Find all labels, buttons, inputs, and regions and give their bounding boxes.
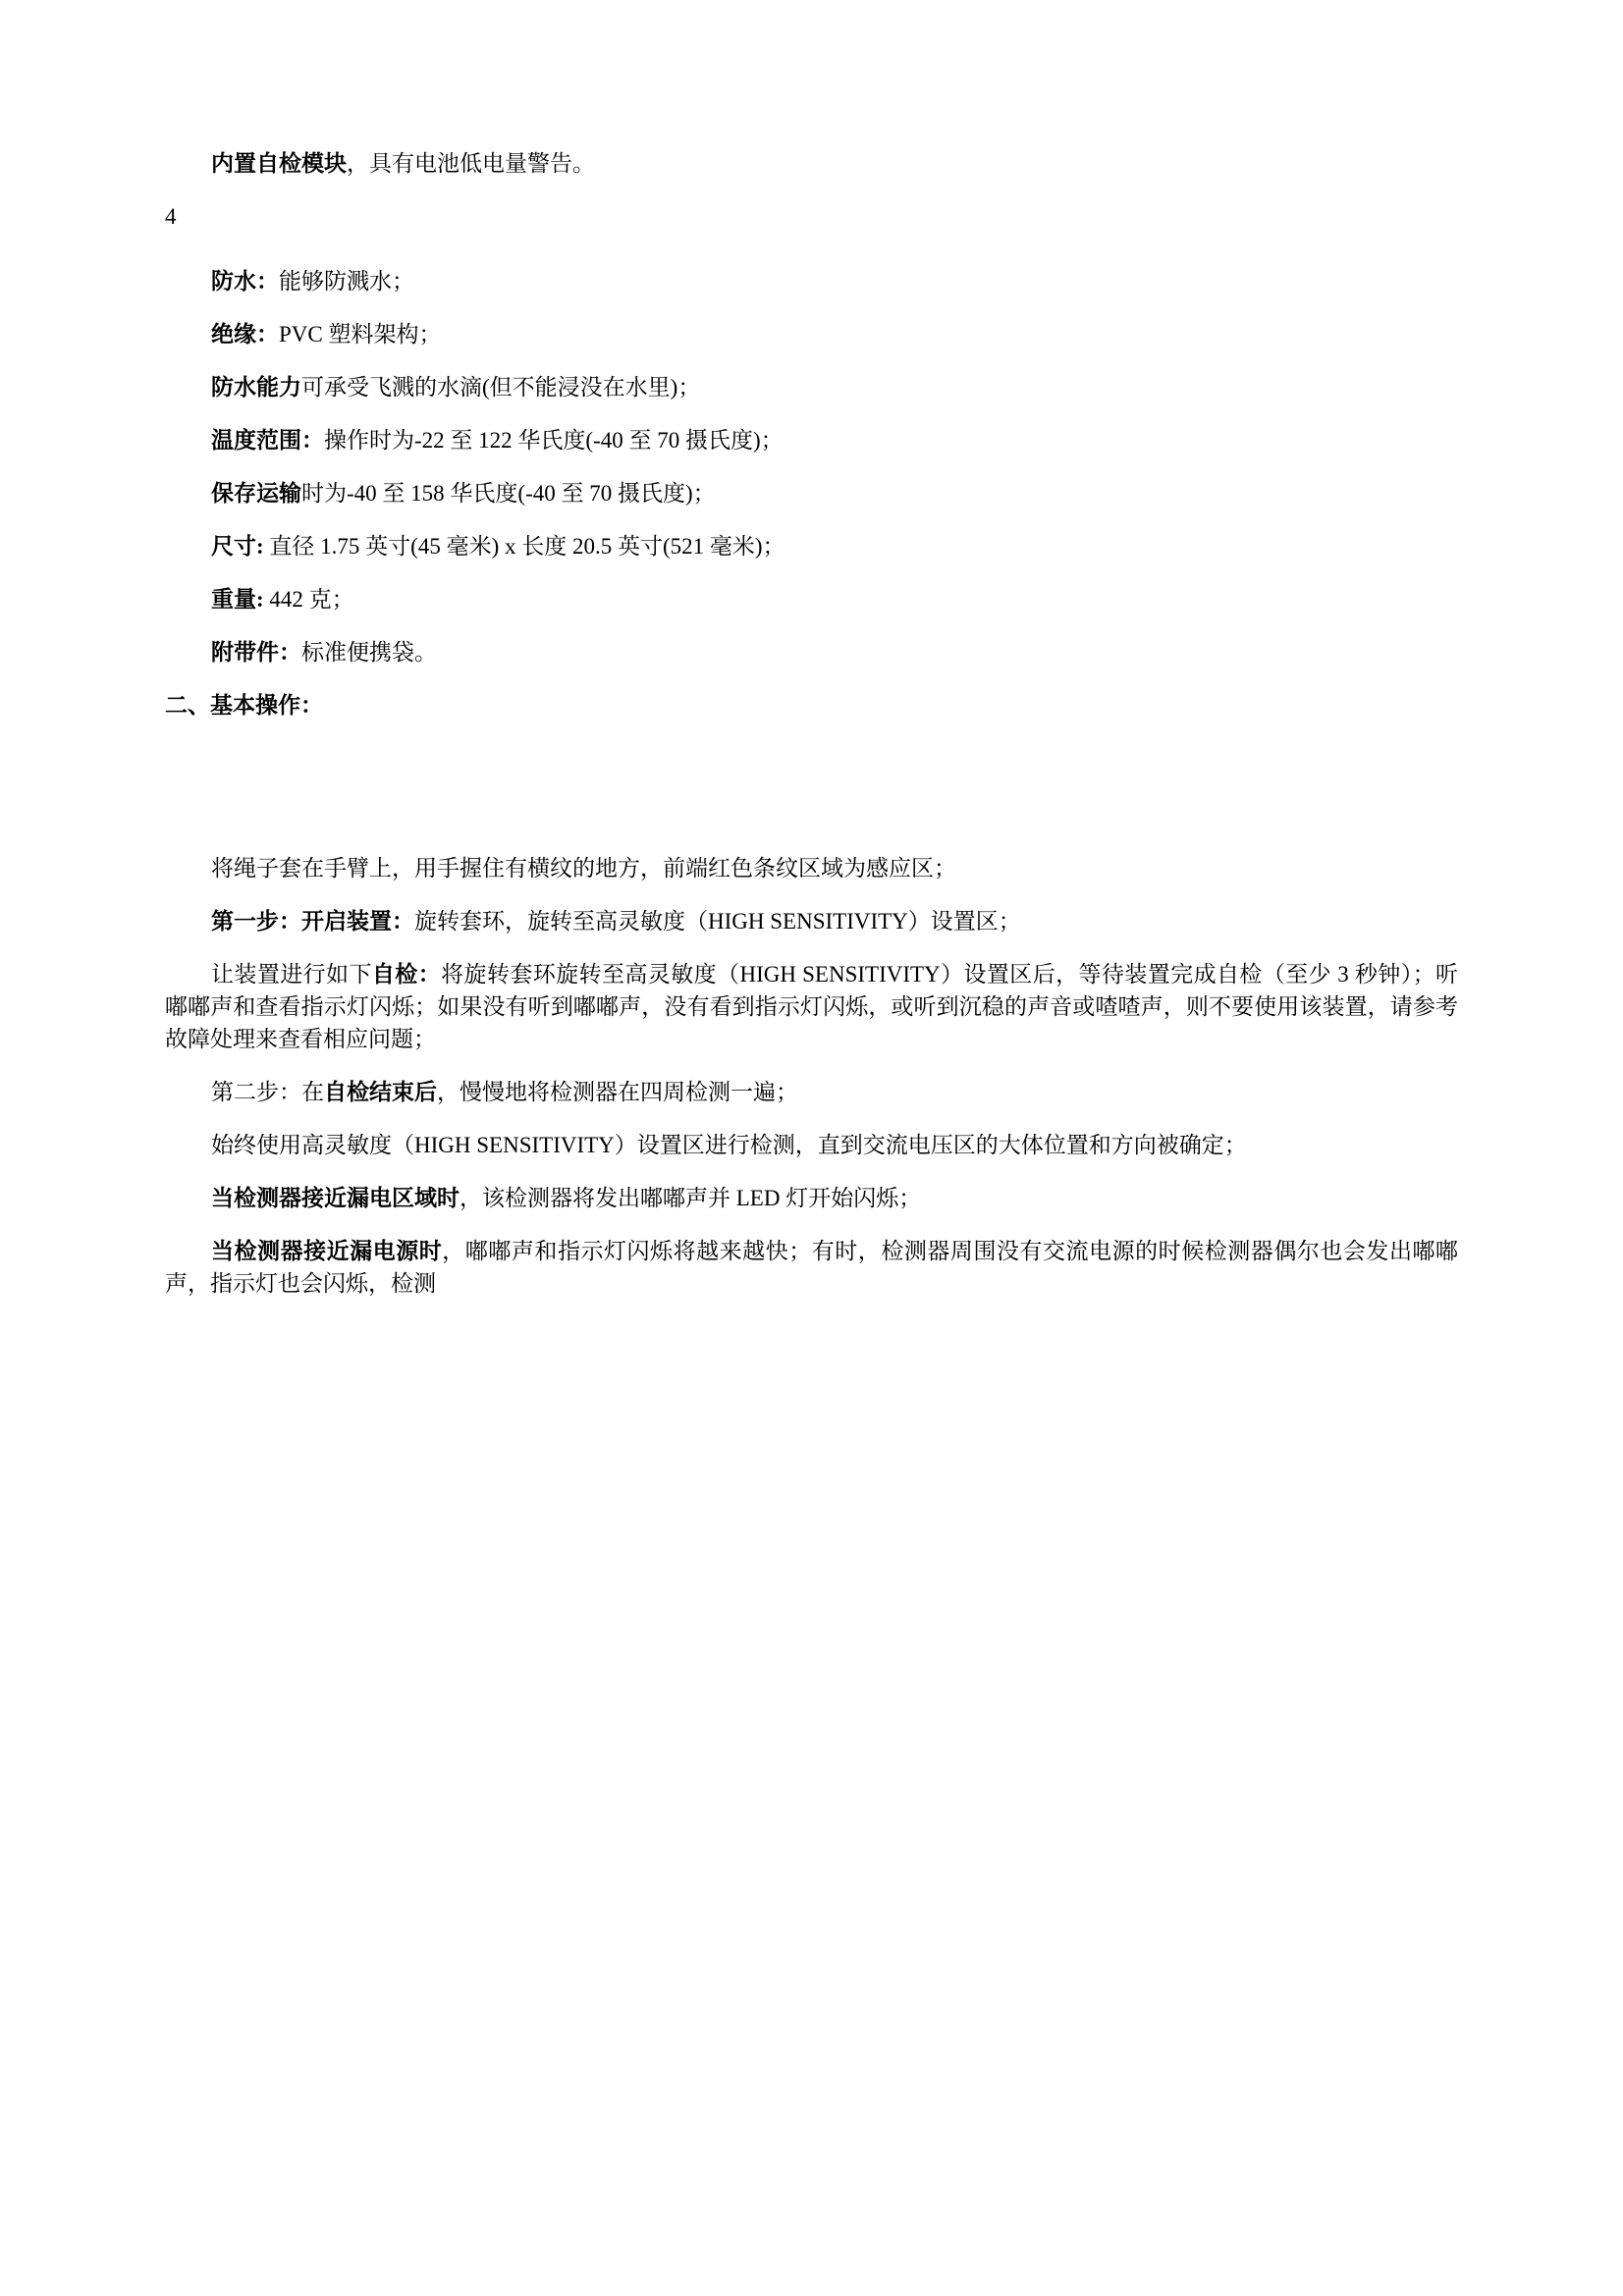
para-high-sensitivity-usage [165,1129,1458,1161]
spec-storage-transport [165,477,1458,509]
text-run: 始终使用高灵敏度（HIGH SENSITIVITY）设置区进行检测，直到交流电压区的大体位置和方向被确定； [211,1133,1247,1157]
text-run: ，嘟嘟声和指示灯闪烁将越来越快；有时，检测器周围没有交流电源的时候检测器偶尔也会发出嘟嘟声，指示灯也会闪烁，检测 [165,1239,1459,1296]
text-run: 将旋转套环旋转至高灵敏度（HIGH SENSITIVITY）设置区后，等待装置完成自检（至少 3 秒钟）；听嘟嘟声和查看指示灯闪烁；如果没有听到嘟嘟声，没有看到指示灯闪烁，或听到沉稳的声音或喳喳声，则不要使用该装置，请参考故障处理来查看相应问题； [165,962,1459,1051]
para-self-check-detail [165,958,1458,1055]
para-step-one [165,905,1458,937]
text-run: 直径 1.75 英寸(45 毫米) x 长度 20.5 英寸(521 毫米)； [263,534,785,559]
spec-waterproof [165,265,1458,297]
text-run: 442 克； [263,587,354,612]
bold-text-run: 防水： [211,269,279,294]
section-heading-basic-operation [165,689,1458,721]
bold-text-run: 温度范围： [211,428,324,453]
bold-text-run: 二、基本操作： [165,693,323,718]
bold-text-run: 内置自检模块 [211,151,347,176]
spec-dimensions [165,530,1458,562]
text-run: 第二步：在 [211,1080,324,1104]
spec-weight [165,583,1458,615]
para-step-two [165,1076,1458,1108]
page-number [165,200,1458,233]
document-body [165,147,1458,1300]
text-run: 4 [165,204,177,229]
bold-text-run: 当检测器接近漏电源时 [211,1239,443,1263]
para-near-leak-source [165,1235,1458,1300]
spec-temperature-range [165,424,1458,456]
text-run: PVC 塑料架构； [279,322,442,347]
bold-text-run: 绝缘： [211,322,279,347]
spec-insulation [165,318,1458,350]
text-run: 可承受飞溅的水滴(但不能浸没在水里)； [301,375,701,400]
text-run: ，具有电池低电量警告。 [347,151,595,176]
bold-text-run: 重量: [211,587,264,612]
text-run: 标准便携袋。 [301,640,437,665]
text-run: 旋转套环，旋转至高灵敏度（HIGH SENSITIVITY）设置区； [414,909,1021,934]
bold-text-run: 第一步：开启装置： [211,909,414,934]
feature-self-check-module [165,147,1458,180]
text-run: 能够防溅水； [279,269,414,294]
bold-text-run: 当检测器接近漏电区域时 [211,1186,460,1210]
text-run: 时为-40 至 158 华氏度(-40 至 70 摄氏度)； [301,481,716,506]
spec-accessories [165,636,1458,668]
text-run: 将绳子套在手臂上，用手握住有横纹的地方，前端红色条纹区域为感应区； [211,856,956,881]
text-run: 操作时为-22 至 122 华氏度(-40 至 70 摄氏度)； [324,428,784,453]
para-near-leak-area [165,1182,1458,1214]
spec-waterproof-capability [165,371,1458,403]
bold-text-run: 保存运输 [211,481,301,506]
bold-text-run: 自检结束后 [324,1080,437,1104]
para-strap-instruction [165,852,1458,884]
bold-text-run: 尺寸: [211,534,264,559]
text-run: ，该检测器将发出嘟嘟声并 LED 灯开始闪烁； [460,1186,922,1210]
bold-text-run: 防水能力 [211,375,301,400]
text-run: ，慢慢地将检测器在四周检测一遍； [437,1080,798,1104]
bold-text-run: 附带件： [211,640,301,665]
text-run: 让装置进行如下 [211,962,372,987]
bold-text-run: 自检： [371,962,442,987]
blank-space [165,742,1458,852]
